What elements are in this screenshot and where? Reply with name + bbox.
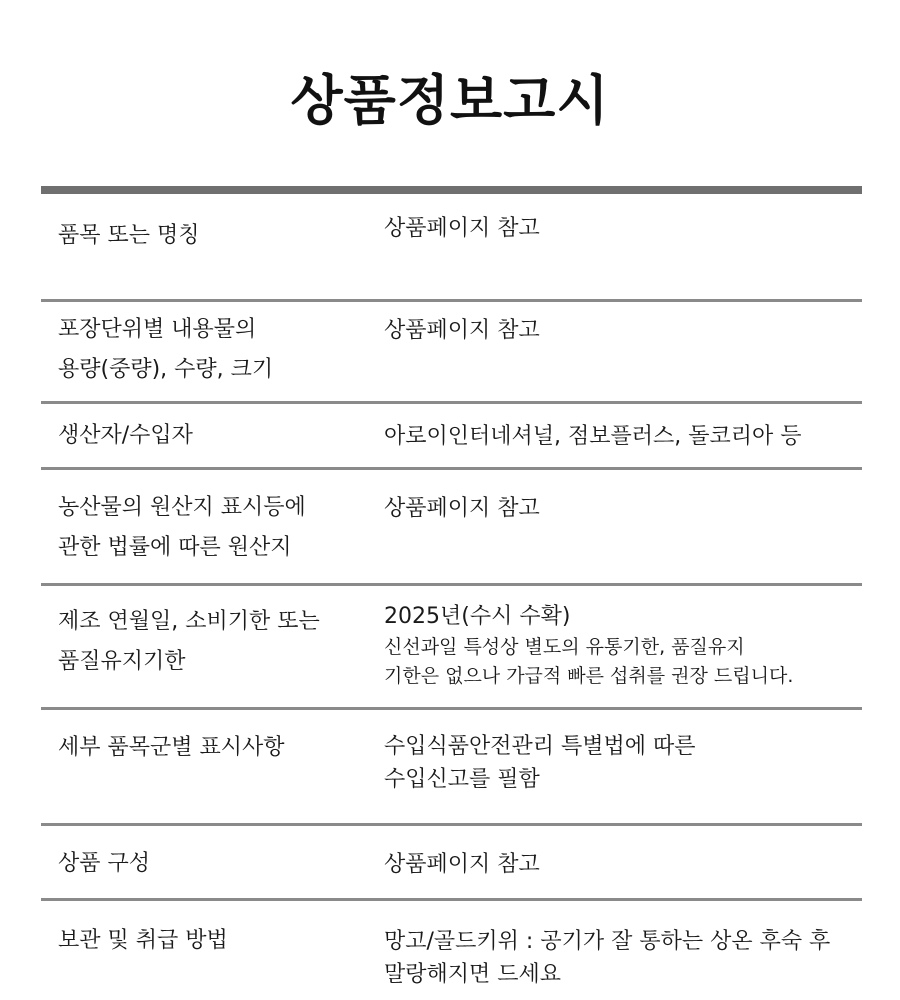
row-label — [58, 921, 358, 961]
row-label-line: 품질유지기한 — [58, 649, 186, 674]
table-row — [41, 470, 862, 586]
row-value-line: 2025년(수시 수확) — [384, 604, 571, 629]
table-row — [41, 586, 862, 710]
row-value-line: 말랑해지면 드세요 — [384, 962, 562, 987]
row-label-line: 상품 구성 — [58, 851, 151, 876]
page-title: 상품정보고시 — [290, 69, 610, 132]
row-label — [58, 728, 358, 768]
table-top-rule — [41, 186, 862, 194]
row-label-line: 품목 또는 명칭 — [58, 223, 200, 248]
table-row — [41, 404, 862, 470]
row-value — [384, 848, 862, 881]
row-value — [384, 314, 862, 347]
table-row — [41, 302, 862, 404]
row-label-line: 용량(중량), 수량, 크기 — [58, 357, 274, 382]
row-label-line: 보관 및 취급 방법 — [58, 928, 228, 953]
row-label-line: 포장단위별 내용물의 — [58, 317, 257, 342]
row-value-line: 수입식품안전관리 특별법에 따른 — [384, 734, 696, 759]
row-label-line: 제조 연월일, 소비기한 또는 — [58, 609, 320, 634]
table-row — [41, 710, 862, 826]
row-label — [58, 488, 358, 568]
table-row — [41, 901, 862, 1000]
row-value — [384, 420, 862, 453]
row-value-note-line: 신선과일 특성상 별도의 유통기한, 품질유지 — [384, 636, 745, 658]
table-row — [41, 826, 862, 901]
row-value-line: 망고/골드키위 : 공기가 잘 통하는 상온 후숙 후 — [384, 929, 831, 954]
row-value-line: 상품페이지 참고 — [384, 496, 540, 521]
row-value — [384, 600, 862, 691]
row-value-line: 상품페이지 참고 — [384, 318, 540, 343]
row-value-note-line: 기한은 없으나 가급적 빠른 섭취를 권장 드립니다. — [384, 665, 794, 687]
row-label-line: 농산물의 원산지 표시등에 — [58, 495, 306, 520]
row-value — [384, 730, 862, 796]
row-value — [384, 925, 862, 991]
row-label — [58, 310, 358, 390]
row-value-line: 수입신고를 필함 — [384, 767, 540, 792]
row-value-line: 상품페이지 참고 — [384, 852, 540, 877]
row-label-line: 생산자/수입자 — [58, 423, 193, 448]
row-label-line: 관한 법률에 따른 원산지 — [58, 535, 292, 560]
row-label — [58, 216, 358, 256]
row-label — [58, 602, 358, 682]
row-value — [384, 492, 862, 525]
table-row — [41, 194, 862, 302]
row-label — [58, 416, 358, 456]
row-value-line: 상품페이지 참고 — [384, 216, 540, 241]
row-label — [58, 844, 358, 884]
row-value-line: 아로이인터네셔널, 점보플러스, 돌코리아 등 — [384, 424, 802, 449]
row-value — [384, 212, 862, 245]
row-label-line: 세부 품목군별 표시사항 — [58, 735, 285, 760]
